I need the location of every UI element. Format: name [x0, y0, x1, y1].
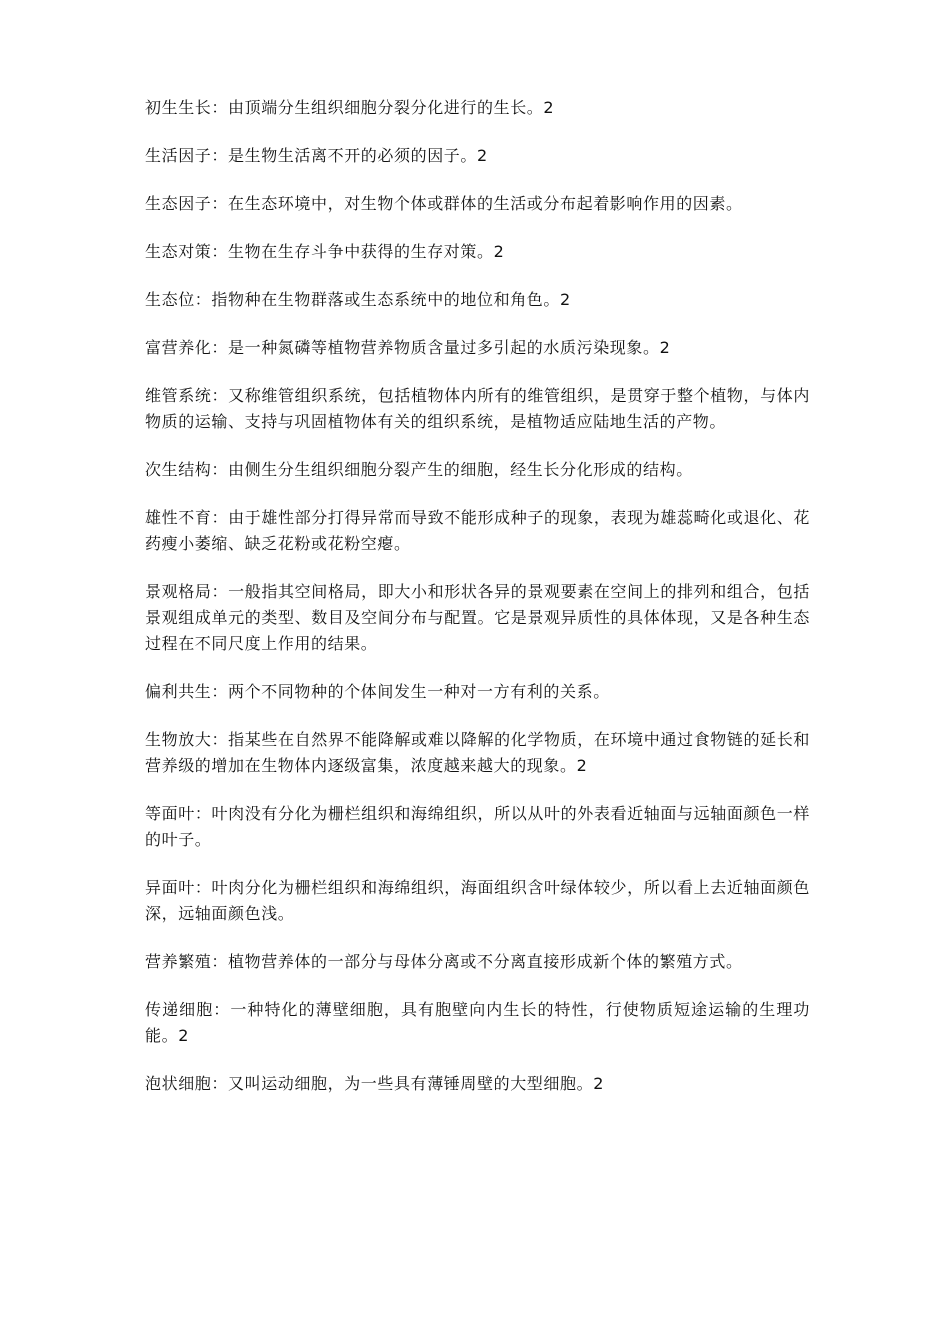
- glossary-entry: 偏利共生：两个不同物种的个体间发生一种对一方有利的关系。: [145, 682, 610, 701]
- glossary-entry: 营养繁殖：植物营养体的一部分与母体分离或不分离直接形成新个体的繁殖方式。: [145, 952, 743, 971]
- glossary-entry: 雄性不育：由于雄性部分打得异常而导致不能形成种子的现象，表现为雄蕊畸化或退化、花药瘦小萎缩、缺乏花粉或花粉空瘪。: [145, 508, 810, 553]
- glossary-entry: 泡状细胞：又叫运动细胞，为一些具有薄锤周壁的大型细胞。2: [145, 1074, 604, 1093]
- glossary-entry: 次生结构：由侧生分生组织细胞分裂产生的细胞，经生长分化形成的结构。: [145, 460, 693, 479]
- glossary-entry: 生态对策：生物在生存斗争中获得的生存对策。2: [145, 242, 505, 261]
- glossary-entries: [145, 95, 810, 1119]
- glossary-entry: 生活因子：是生物生活离不开的必须的因子。2: [145, 146, 488, 165]
- glossary-entry: 维管系统：又称维管组织系统，包括植物体内所有的维管组织，是贯穿于整个植物，与体内物质的运输、支持与巩固植物体有关的组织系统，是植物适应陆地生活的产物。: [145, 386, 810, 431]
- glossary-entry: 等面叶：叶肉没有分化为栅栏组织和海绵组织，所以从叶的外表看近轴面与远轴面颜色一样的叶子。: [145, 804, 810, 849]
- glossary-entry: 传递细胞：一种特化的薄壁细胞，具有胞壁向内生长的特性，行使物质短途运输的生理功能。2: [145, 1000, 810, 1045]
- glossary-entry: 生态因子：在生态环境中，对生物个体或群体的生活或分布起着影响作用的因素。: [145, 194, 743, 213]
- glossary-entry: 异面叶：叶肉分化为栅栏组织和海绵组织，海面组织含叶绿体较少，所以看上去近轴面颜色深，远轴面颜色浅。: [145, 878, 810, 923]
- glossary-entry: 初生生长：由顶端分生组织细胞分裂分化进行的生长。2: [145, 98, 555, 117]
- glossary-entry: 景观格局：一般指其空间格局，即大小和形状各异的景观要素在空间上的排列和组合，包括景观组成单元的类型、数目及空间分布与配置。它是景观异质性的具体体现，又是各种生态过程在不同尺度上作用的结果。: [145, 582, 810, 653]
- glossary-entry: 富营养化：是一种氮磷等植物营养物质含量过多引起的水质污染现象。2: [145, 338, 671, 357]
- glossary-entry: 生物放大：指某些在自然界不能降解或难以降解的化学物质，在环境中通过食物链的延长和营养级的增加在生物体内逐级富集，浓度越来越大的现象。2: [145, 730, 810, 775]
- glossary-entry: 生态位：指物种在生物群落或生态系统中的地位和角色。2: [145, 290, 571, 309]
